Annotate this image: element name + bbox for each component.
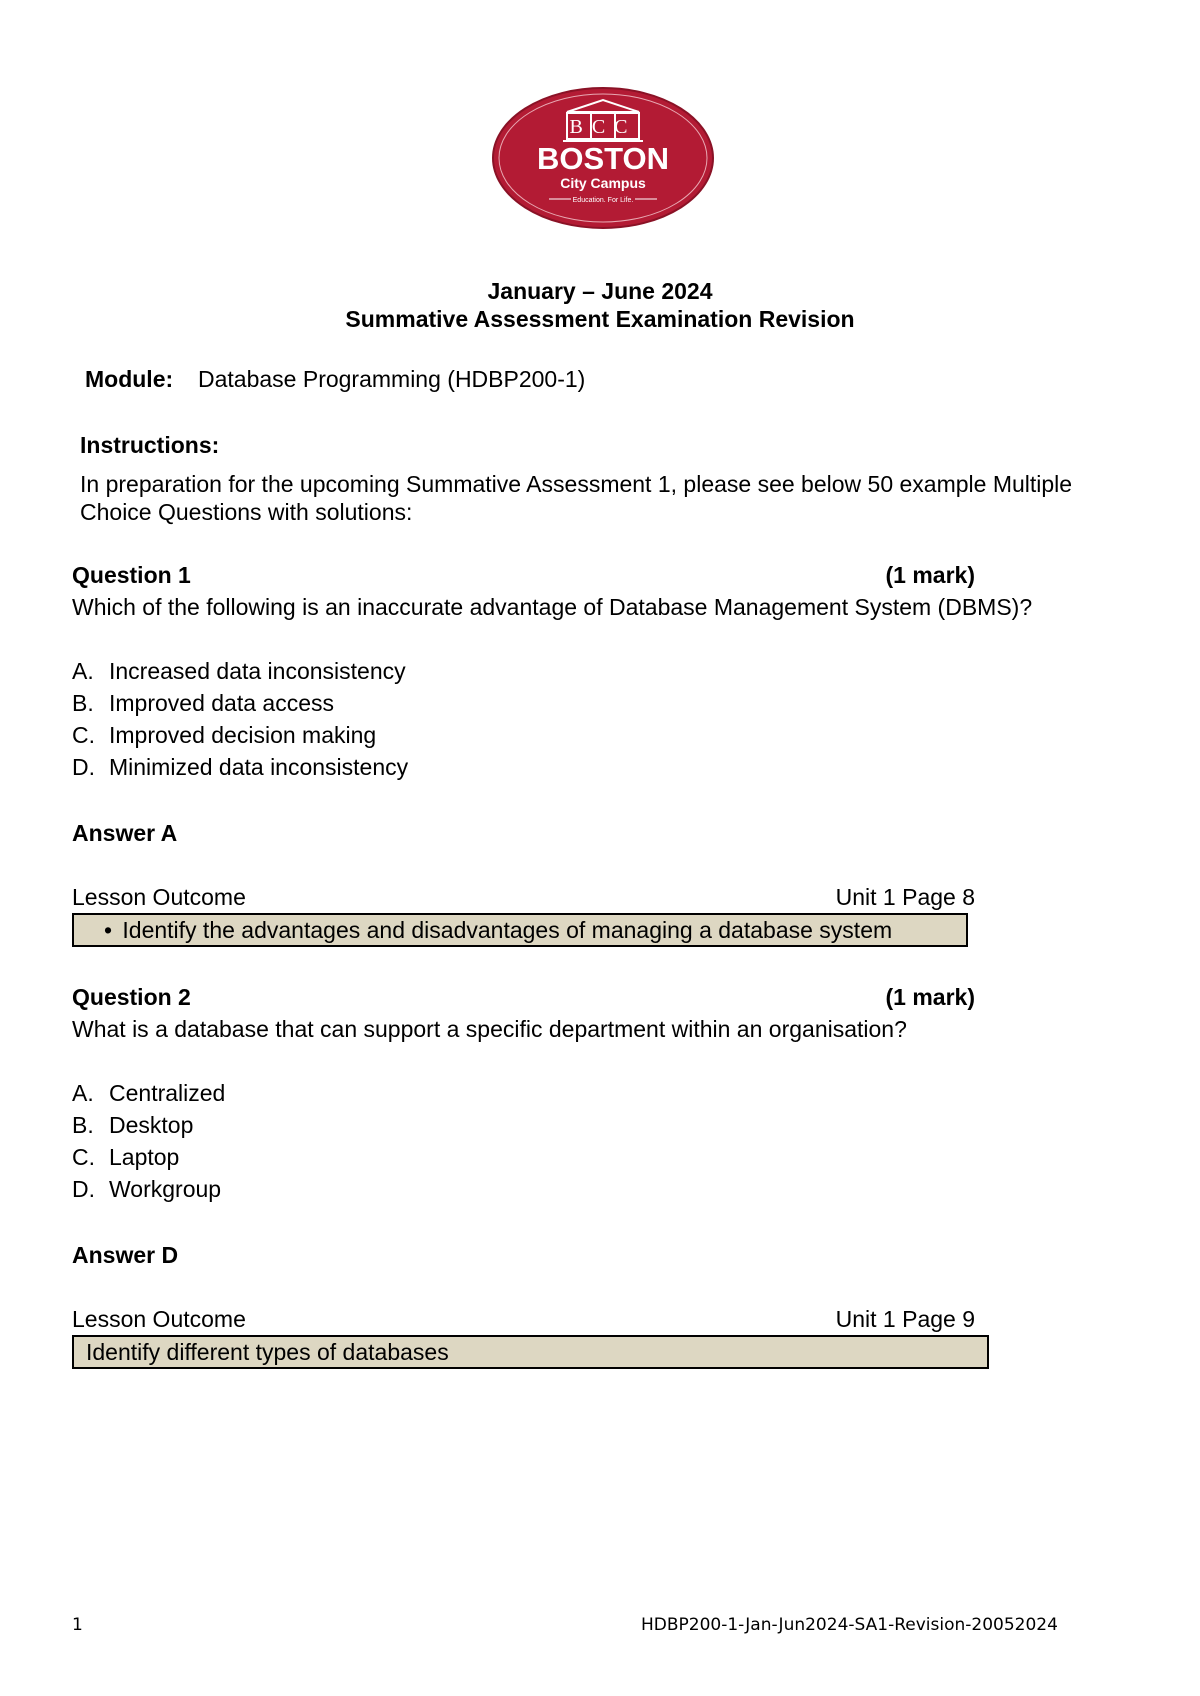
question-1-answer: Answer A: [72, 820, 178, 846]
document-code: HDBP200-1-Jan-Jun2024-SA1-Revision-20052024: [641, 1615, 1058, 1635]
lesson-outcome-label: Lesson Outcome: [72, 884, 246, 910]
outcome-text: Identify the advantages and disadvantages of managing a database system: [122, 917, 893, 943]
option-b: B. Improved data access: [72, 690, 335, 716]
unit-reference: Unit 1 Page 8: [835, 884, 975, 910]
period-heading: January – June 2024: [487, 278, 713, 304]
boston-city-campus-logo: [491, 86, 715, 230]
option-b: B. Desktop: [72, 1112, 194, 1138]
svg-text:Education. For Life.: Education. For Life.: [572, 197, 634, 204]
question-label: Question 1: [72, 562, 191, 588]
question-mark: (1 mark): [885, 562, 975, 588]
lesson-outcome-label: Lesson Outcome: [72, 1306, 246, 1332]
instructions-text: In preparation for the upcoming Summative Assessment 1, please see below 50 example Multiple Choice Questions with solutions:: [80, 471, 1073, 525]
question-label: Question 2: [72, 984, 191, 1010]
bullet: •: [103, 917, 112, 943]
question-1-header: [72, 562, 975, 589]
question-mark: (1 mark): [885, 984, 975, 1010]
outcome-text: Identify different types of databases: [86, 1339, 449, 1365]
question-2-lesson-outcome-row: [72, 1306, 975, 1333]
svg-text:BOSTON: BOSTON: [536, 141, 670, 176]
question-2-outcome-box: [72, 1335, 989, 1369]
svg-text:BCC: BCC: [569, 116, 637, 138]
option-a: A. Centralized: [72, 1080, 226, 1106]
question-2-text: What is a database that can support a specific department within an organisation?: [72, 1016, 907, 1042]
option-c: C. Laptop: [72, 1144, 180, 1170]
unit-reference: Unit 1 Page 9: [835, 1306, 975, 1332]
option-a: A. Increased data inconsistency: [72, 658, 406, 684]
question-1-outcome-box: [72, 913, 968, 947]
option-d: D. Workgroup: [72, 1176, 222, 1202]
document-title: Summative Assessment Examination Revision: [345, 306, 855, 332]
question-2-header: [72, 984, 975, 1011]
option-c: C. Improved decision making: [72, 722, 377, 748]
question-1-options: [72, 655, 408, 783]
question-2-options: [72, 1077, 225, 1205]
module-value: Database Programming (HDBP200-1): [198, 366, 586, 392]
module-label: Module:: [85, 366, 174, 392]
question-1-text: Which of the following is an inaccurate advantage of Database Management System (DBMS)?: [72, 594, 1033, 620]
instructions-label: Instructions:: [80, 432, 220, 458]
option-d: D. Minimized data inconsistency: [72, 754, 409, 780]
page-number: 1: [72, 1615, 83, 1635]
question-1-lesson-outcome-row: [72, 884, 975, 911]
question-2-answer: Answer D: [72, 1242, 179, 1268]
svg-text:City Campus: City Campus: [560, 175, 646, 191]
